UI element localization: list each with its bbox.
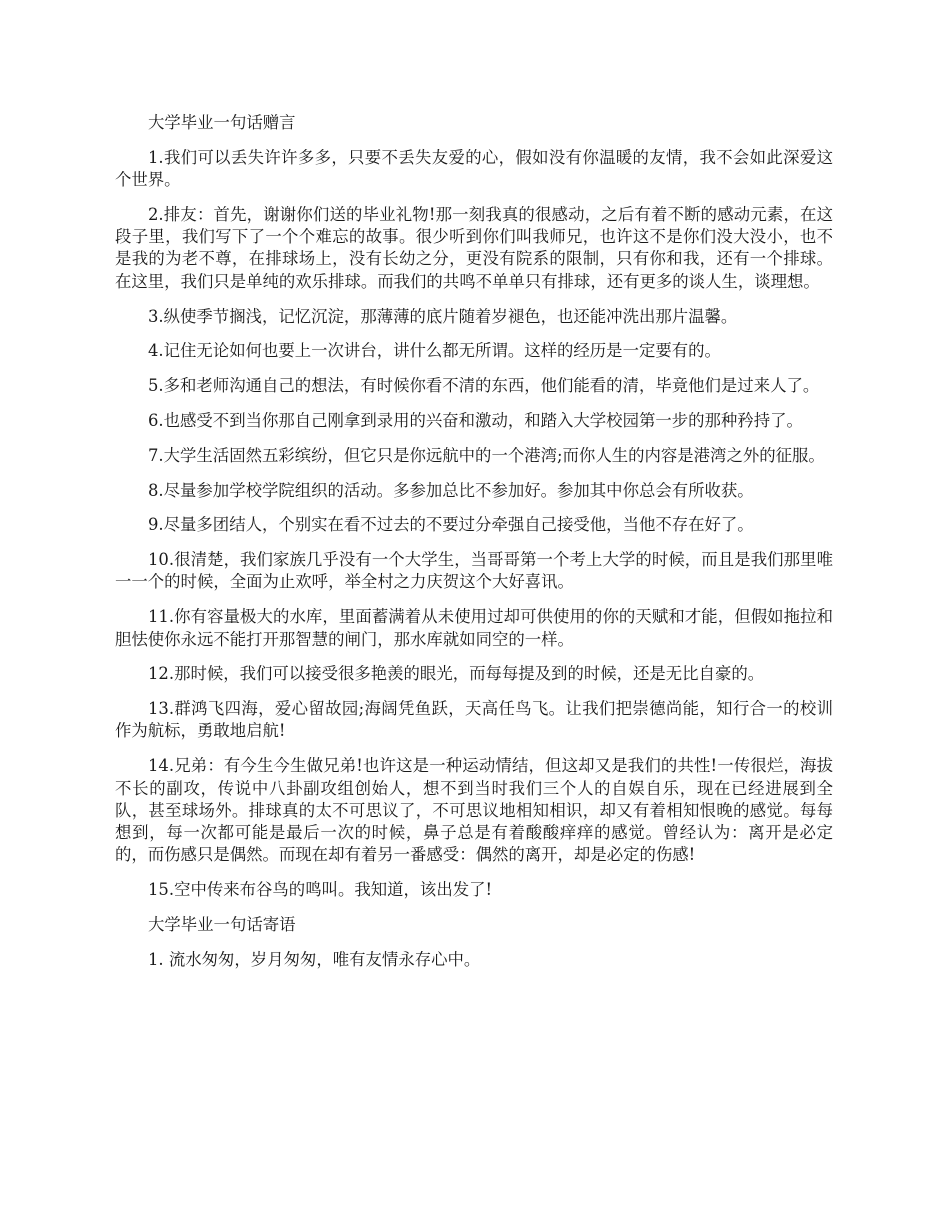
list-item: 10.很清楚，我们家族几乎没有一个大学生，当哥哥第一个考上大学的时候，而且是我们那里唯一一个的时候，全面为止欢呼，举全村之力庆贺这个大好喜讯。 [115,550,833,592]
list-item: 1.我们可以丢失许许多多，只要不丢失友爱的心，假如没有你温暖的友情，我不会如此深爱这个世界。 [115,147,833,190]
list-item: 4.记住无论如何也要上一次讲台，讲什么都无所谓。这样的经历是一定要有的。 [148,341,721,361]
list-item: 12.那时候，我们可以接受很多艳羡的眼光，而每每提及到的时候，还是无比自豪的。 [148,664,765,684]
section-heading-message: 大学毕业一句话寄语 [148,915,296,935]
list-item: 6.也感受不到当你那自己刚拿到录用的兴奋和激动，和踏入大学校园第一步的那种矜持了。 [148,410,803,430]
list-item: 11.你有容量极大的水库，里面蓄满着从未使用过却可供使用的你的天赋和才能，但假如拖拉和胆怯使你永远不能打开那智慧的闸门，那水库就如同空的一样。 [115,607,833,649]
list-item: 9.尽量多团结人，个别实在看不过去的不要过分牵强自己接受他，当他不存在好了。 [148,515,754,535]
list-item: 13.群鸿飞四海，爱心留故园;海阔凭鱼跃，天高任鸟飞。让我们把崇德尚能，知行合一的校训作为航标，勇敢地启航! [115,699,833,741]
list-item: 5.多和老师沟通自己的想法，有时候你看不清的东西，他们能看的清，毕竟他们是过来人了。 [148,376,820,396]
list-item: 2.排友：首先，谢谢你们送的毕业礼物!那一刻我真的很感动，之后有着不断的感动元素，在这段子里，我们写下了一个个难忘的故事。很少听到你们叫我师兄，也许这不是你们没大没小，也不是我的为老不尊，在排球场上，没有长幼之分，更没有院系的限制，只有你和我，还有一个排球。在这里，我们只是单纯的欢乐排球。而我们的共鸣不单单只有排球，还有更多的谈人生，谈理想。 [115,204,833,291]
section-heading-farewell: 大学毕业一句话赠言 [148,113,296,132]
list-item: 15.空中传来布谷鸟的鸣叫。我知道，该出发了! [148,880,493,900]
list-item: 1. 流水匆匆，岁月匆匆，唯有友情永存心中。 [148,949,481,969]
list-item: 8.尽量参加学校学院组织的活动。多参加总比不参加好。参加其中你总会有所收获。 [148,480,754,500]
list-item: 14.兄弟：有今生今生做兄弟!也许这是一种运动情结，但这却又是我们的共性!一传很烂，海拔不长的副攻，传说中八卦副攻组创始人，想不到当时我们三个人的自娱自乐，现在已经进展到全队，甚至球场外。排球真的太不可思议了，不可思议地相知相识，却又有着相知恨晚的感觉。每每想到，每一次都可能是最后一次的时候，鼻子总是有着酸酸痒痒的感觉。曾经认为：离开是必定的，而伤感只是偶然。而现在却有着另一番感受：偶然的离开，却是必定的伤感! [115,756,833,865]
list-item: 3.纵使季节搁浅，记忆沉淀，那薄薄的底片随着岁褪色，也还能冲洗出那片温馨。 [148,306,738,326]
list-item: 7.大学生活固然五彩缤纷，但它只是你远航中的一个港湾;而你人生的内容是港湾之外的征服。 [148,445,825,465]
document-page [115,112,833,984]
